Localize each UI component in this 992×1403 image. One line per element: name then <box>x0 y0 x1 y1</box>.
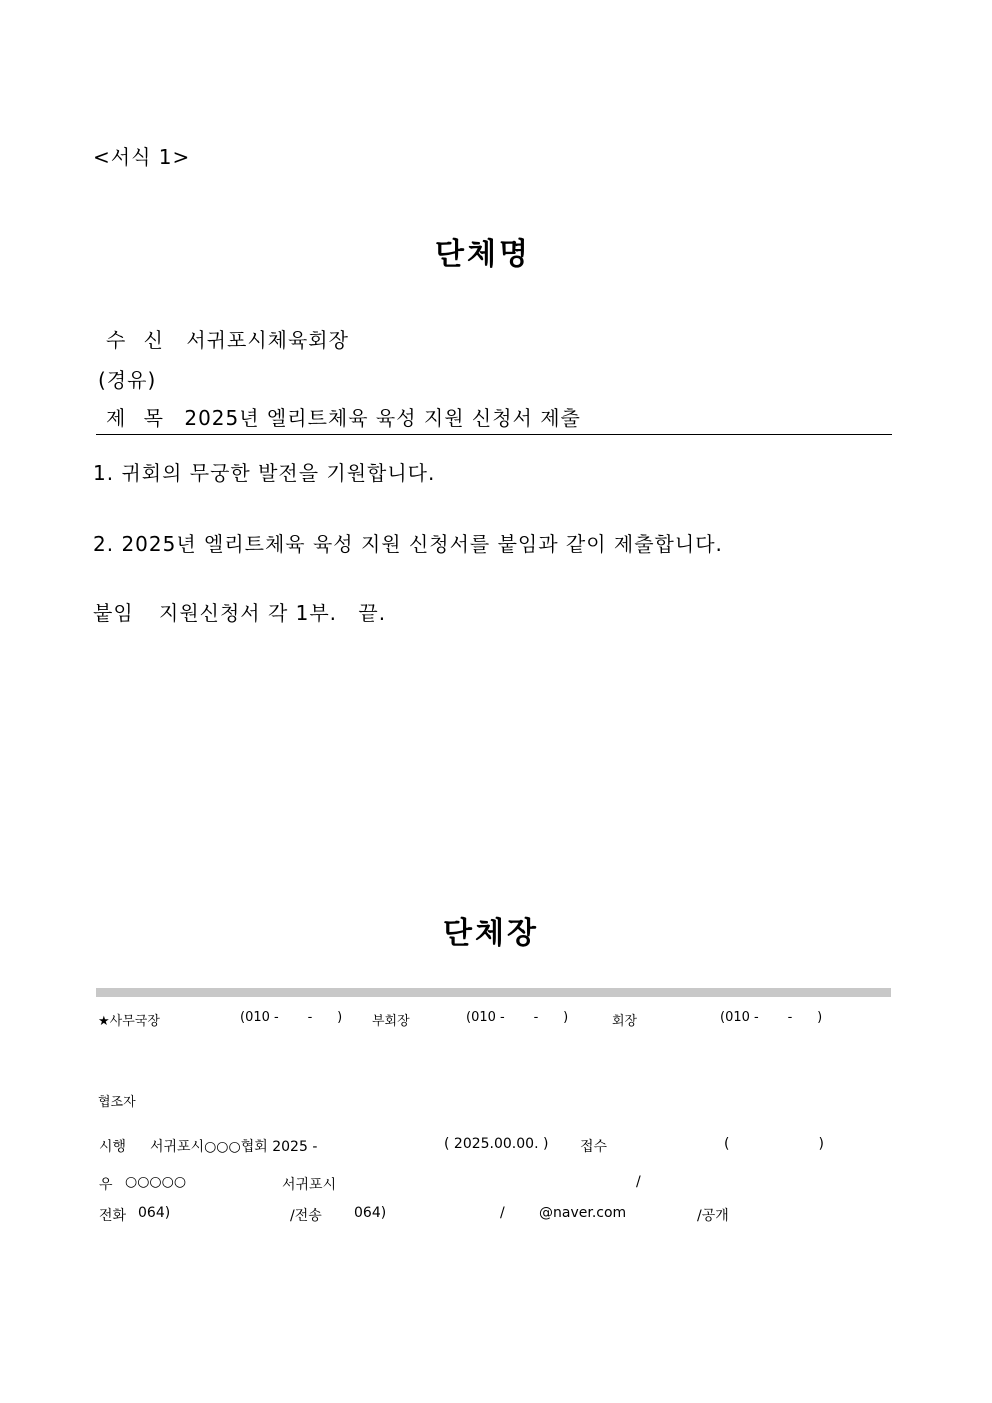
approval-divider <box>96 988 891 997</box>
signer-title: 단체장 <box>443 916 539 951</box>
receipt-label: 접수 <box>580 1139 608 1155</box>
phone-label: 전화 <box>99 1208 127 1224</box>
body-paragraph-1: 1. 귀회의 무궁한 발전을 기원합니다. <box>93 461 436 485</box>
postal-code: ○○○○○ <box>125 1174 187 1190</box>
president-label: 회장 <box>612 1014 638 1029</box>
secretary-phone: (010 - - ) <box>240 1010 343 1025</box>
recipient-label: 수 신 <box>106 328 169 352</box>
secretary-label: ★사무국장 <box>98 1014 160 1029</box>
receipt-value: ( ) <box>724 1136 824 1152</box>
attachment-label: 붙임 <box>93 601 134 625</box>
email-slash: / <box>500 1205 505 1221</box>
form-label: <서식 1> <box>93 145 191 169</box>
attachment-row <box>93 597 386 626</box>
recipient-row <box>106 324 349 353</box>
fax-label: /전송 <box>290 1208 322 1224</box>
cooperator-label: 협조자 <box>98 1095 136 1110</box>
address-slash: / <box>636 1174 641 1190</box>
disclosure-label: /공개 <box>697 1208 729 1224</box>
email-domain: @naver.com <box>539 1205 627 1221</box>
vice-president-phone: (010 - - ) <box>466 1010 569 1025</box>
enforcement-value: 서귀포시○○○협회 2025 - <box>150 1139 318 1155</box>
body-paragraph-2: 2. 2025년 엘리트체육 육성 지원 신청서를 붙임과 같이 제출합니다. <box>93 532 723 556</box>
president-phone: (010 - - ) <box>720 1010 823 1025</box>
subject-value: 2025년 엘리트체육 육성 지원 신청서 제출 <box>184 406 581 430</box>
address-city: 서귀포시 <box>282 1177 337 1193</box>
enforcement-date: ( 2025.00.00. ) <box>444 1136 549 1152</box>
recipient-value: 서귀포시체육회장 <box>186 328 349 352</box>
subject-underline <box>96 434 892 435</box>
subject-row <box>106 402 581 431</box>
via-label: (경유) <box>98 368 157 392</box>
postal-label: 우 <box>99 1177 113 1193</box>
fax-value: 064) <box>354 1205 387 1221</box>
subject-label: 제 목 <box>106 406 169 430</box>
vice-president-label: 부회장 <box>372 1014 410 1029</box>
end-mark: 끝. <box>358 601 387 625</box>
enforcement-label: 시행 <box>99 1139 127 1155</box>
attachment-value: 지원신청서 각 1부. <box>159 601 338 625</box>
org-title: 단체명 <box>435 237 531 272</box>
phone-value: 064) <box>138 1205 171 1221</box>
